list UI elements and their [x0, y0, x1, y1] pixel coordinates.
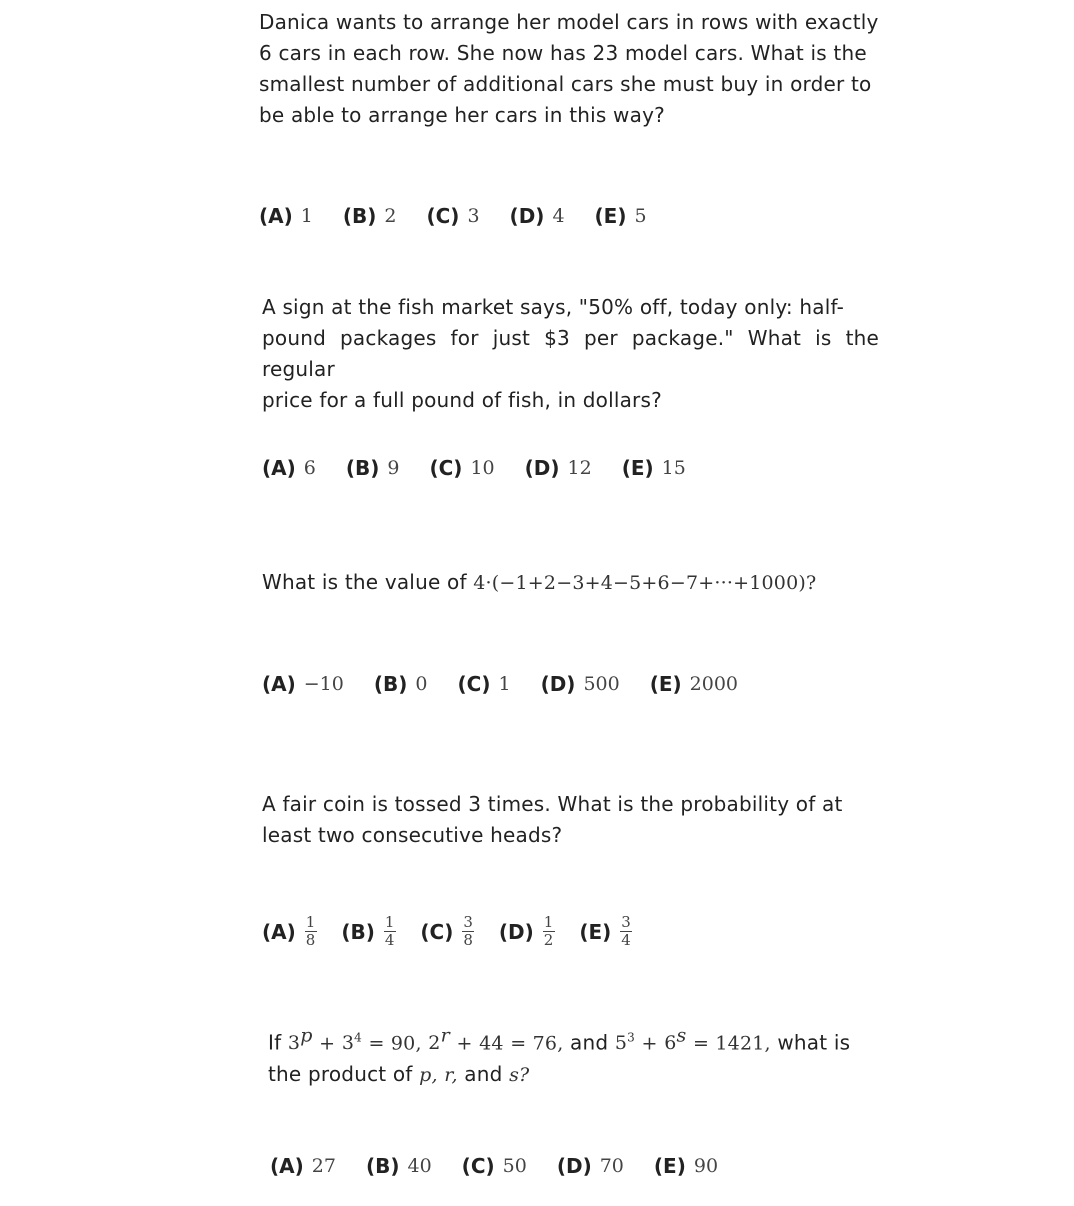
problem-1 — [259, 7, 879, 131]
choice-e[interactable] — [650, 672, 738, 696]
choice-letter: (C) — [429, 456, 463, 480]
choice-letter: (B) — [365, 1154, 400, 1178]
choice-e[interactable] — [579, 914, 633, 949]
exponent: p — [300, 1025, 313, 1047]
choice-b[interactable] — [343, 204, 397, 228]
numerator: 1 — [384, 913, 395, 931]
stem-line: 6 cars in each row. She now has 23 model cars. What is the — [259, 41, 867, 65]
choice-a[interactable] — [262, 672, 344, 696]
choice-letter: (A) — [262, 456, 296, 480]
choice-letter: (A) — [270, 1154, 304, 1178]
variable: r, — [444, 1064, 458, 1087]
number: 44 — [479, 1032, 504, 1055]
choice-letter: (C) — [420, 919, 454, 944]
base: 6 — [664, 1032, 677, 1055]
stem-math-expression: 4·(−1+2−3+4−5+6−7+···+1000)? — [473, 572, 817, 594]
problem-5-choices — [270, 1154, 748, 1178]
choice-letter: (B) — [342, 204, 377, 228]
problem-1-choices — [259, 204, 677, 228]
choice-letter: (C) — [461, 1154, 495, 1178]
problem-5 — [268, 1021, 888, 1091]
choice-c[interactable] — [462, 1154, 527, 1178]
choice-letter: (A) — [262, 672, 296, 696]
problem-3-choices — [262, 672, 768, 696]
stem-text: and — [464, 1062, 503, 1087]
exponent: 3 — [627, 1031, 635, 1045]
choice-e[interactable] — [622, 456, 686, 480]
denominator: 2 — [543, 931, 554, 949]
choice-b[interactable] — [366, 1154, 432, 1178]
base: 5 — [614, 1032, 628, 1055]
base: 2 — [428, 1032, 441, 1055]
choice-letter: (D) — [509, 204, 545, 228]
choice-letter: (D) — [556, 1154, 592, 1178]
choice-value: 0 — [415, 673, 428, 695]
choice-value: 12 — [567, 457, 592, 479]
choice-a[interactable] — [262, 456, 316, 480]
problem-4-stem — [262, 789, 879, 851]
problem-3 — [262, 567, 902, 599]
stem-line: be able to arrange her cars in this way? — [259, 103, 665, 127]
choice-letter: (E) — [653, 1154, 686, 1178]
denominator: 8 — [305, 931, 316, 949]
choice-b[interactable] — [346, 456, 400, 480]
problem-2-stem — [262, 292, 879, 416]
variable: s? — [509, 1064, 530, 1087]
fraction — [304, 914, 318, 949]
denominator: 4 — [384, 931, 395, 949]
choice-d[interactable] — [525, 456, 592, 480]
exponent: s — [676, 1025, 687, 1047]
choice-d[interactable] — [557, 1154, 624, 1178]
choice-value: 5 — [634, 205, 647, 227]
choice-value: 90 — [693, 1155, 719, 1177]
power-term — [664, 1025, 687, 1055]
choice-b[interactable] — [374, 672, 428, 696]
choice-value: 1 — [300, 205, 313, 227]
numerator: 3 — [463, 913, 473, 931]
stem-text: the product of — [268, 1062, 413, 1087]
choice-c[interactable] — [420, 914, 475, 949]
power-term — [428, 1025, 450, 1055]
base: 3 — [341, 1032, 355, 1055]
numerator: 1 — [305, 913, 316, 931]
choice-a[interactable] — [262, 914, 317, 949]
denominator: 4 — [621, 931, 631, 949]
choice-b[interactable] — [341, 914, 396, 949]
power-term — [342, 1032, 362, 1054]
choice-d[interactable] — [499, 914, 555, 949]
choice-value: 2000 — [689, 673, 739, 695]
stem-line: least two consecutive heads? — [262, 823, 563, 847]
stem-text: what is — [777, 1030, 851, 1055]
choice-value: 27 — [311, 1155, 336, 1177]
problem-1-stem — [259, 7, 879, 131]
choice-e[interactable] — [654, 1154, 718, 1178]
problem-3-stem — [262, 567, 902, 599]
choice-value: 3 — [467, 205, 480, 227]
equation-part: = 90, — [368, 1032, 422, 1055]
problem-4 — [262, 789, 879, 851]
choice-letter: (D) — [540, 672, 576, 696]
stem-text: What is the value of — [262, 570, 474, 594]
problem-4-choices — [262, 914, 663, 949]
choice-letter: (C) — [426, 204, 460, 228]
choice-a[interactable] — [270, 1154, 336, 1178]
stem-text: and — [570, 1030, 609, 1055]
choice-letter: (D) — [524, 456, 560, 480]
choice-d[interactable] — [541, 672, 620, 696]
choice-letter: (B) — [373, 672, 408, 696]
choice-d[interactable] — [510, 204, 565, 228]
choice-c[interactable] — [458, 672, 511, 696]
choice-value: 15 — [661, 457, 686, 479]
choice-value: 70 — [599, 1155, 624, 1177]
choice-letter: (B) — [341, 919, 375, 944]
choice-letter: (B) — [345, 456, 380, 480]
problem-2-choices — [262, 456, 716, 480]
choice-value: 50 — [502, 1155, 527, 1177]
stem-line: pound packages for just $3 per package." What is the regular — [262, 326, 879, 381]
operator: + — [641, 1032, 658, 1055]
fraction — [619, 914, 633, 949]
denominator: 8 — [463, 931, 473, 949]
equation-part: = 76, — [510, 1032, 564, 1055]
choice-value: 9 — [387, 457, 400, 479]
choice-letter: (A) — [262, 919, 296, 944]
choice-c[interactable] — [429, 456, 494, 480]
stem-line — [268, 1021, 888, 1059]
choice-letter: (E) — [579, 919, 612, 944]
variable: p, — [419, 1064, 438, 1087]
choice-value: −10 — [303, 673, 344, 695]
choice-letter: (E) — [621, 456, 654, 480]
stem-line: A fair coin is tossed 3 times. What is the probability of at — [262, 792, 843, 816]
base: 3 — [287, 1032, 301, 1055]
choice-letter: (E) — [594, 204, 627, 228]
choice-value: 6 — [303, 457, 316, 479]
choice-value: 500 — [583, 673, 620, 695]
fraction — [542, 914, 556, 949]
choice-letter: (D) — [498, 919, 534, 944]
problem-2 — [262, 292, 879, 416]
choice-value: 40 — [407, 1155, 432, 1177]
choice-e[interactable] — [595, 204, 647, 228]
choice-letter: (E) — [649, 672, 682, 696]
numerator: 1 — [543, 913, 554, 931]
equation-part: = 1421, — [693, 1032, 771, 1055]
stem-line — [268, 1059, 888, 1091]
choice-value: 1 — [498, 673, 511, 695]
operator: + — [319, 1032, 336, 1055]
numerator: 3 — [621, 913, 631, 931]
choice-c[interactable] — [426, 204, 479, 228]
exponent: 4 — [354, 1031, 362, 1045]
stem-line: Danica wants to arrange her model cars in rows with exactly — [259, 10, 879, 34]
stem-line: smallest number of additional cars she must buy in order to — [259, 72, 872, 96]
power-term — [287, 1025, 313, 1055]
choice-value: 2 — [384, 205, 397, 227]
fraction — [461, 914, 475, 949]
stem-text: If — [268, 1030, 282, 1055]
problem-5-stem — [268, 1021, 888, 1091]
operator: + — [456, 1032, 473, 1055]
choice-letter: (A) — [259, 204, 293, 228]
fraction — [383, 914, 397, 949]
choice-value: 10 — [470, 457, 495, 479]
exponent: r — [440, 1025, 450, 1047]
choice-letter: (C) — [457, 672, 491, 696]
stem-line: A sign at the fish market says, "50% off, today only: half- — [262, 295, 845, 319]
choice-value: 4 — [552, 205, 565, 227]
power-term — [615, 1032, 635, 1054]
choice-a[interactable] — [259, 204, 313, 228]
stem-line: price for a full pound of fish, in dollars? — [262, 388, 662, 412]
